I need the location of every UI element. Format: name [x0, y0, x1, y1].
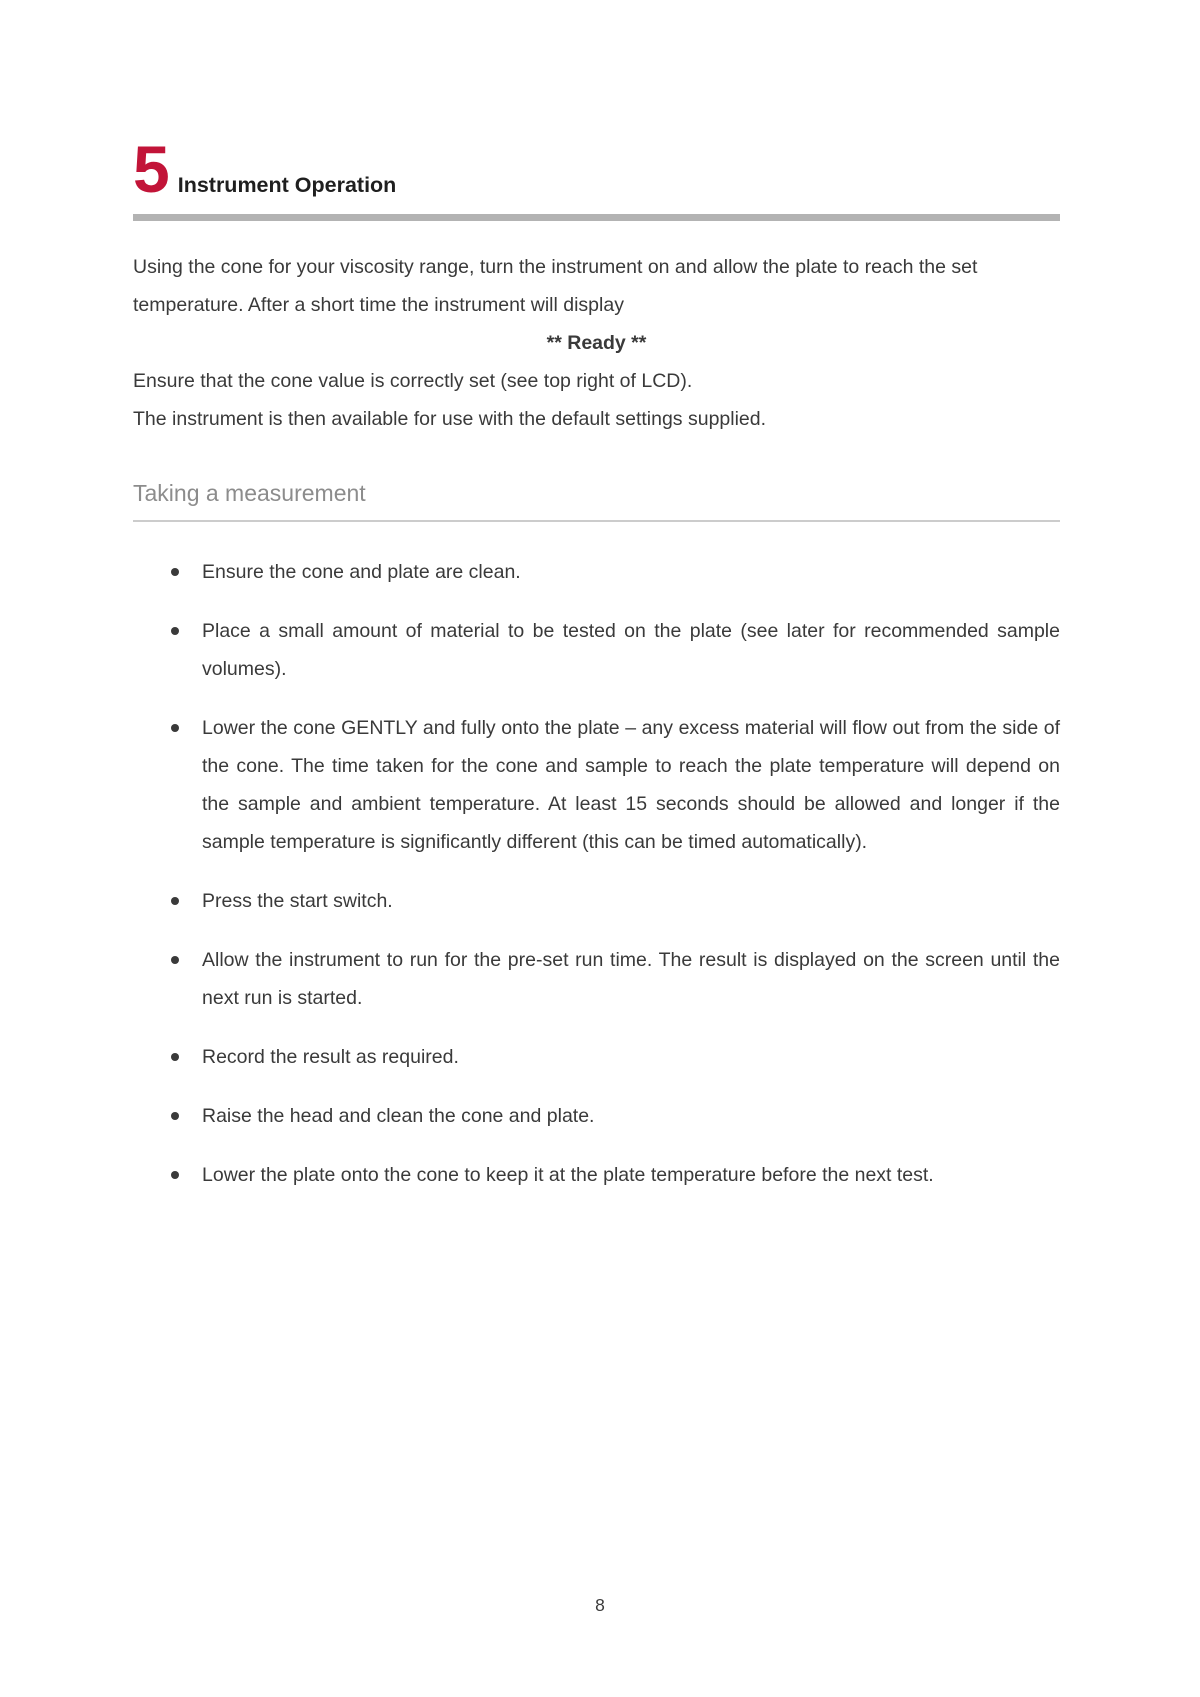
- measurement-steps-list: [133, 553, 1060, 1194]
- list-item: [133, 612, 1060, 688]
- list-item-text: Allow the instrument to run for the pre-set run time. The result is displayed on the screen until the next run is started.: [202, 948, 1060, 1009]
- subsection-title: Taking a measurement: [133, 480, 1060, 522]
- list-item: [133, 882, 1060, 920]
- page-content: [133, 132, 1060, 1215]
- bullet-icon: [171, 627, 179, 635]
- heading-divider-bar: [133, 214, 1060, 221]
- list-item-text: Ensure the cone and plate are clean.: [202, 560, 521, 583]
- list-item-text: Record the result as required.: [202, 1045, 459, 1068]
- list-item: [133, 1156, 1060, 1194]
- bullet-icon: [171, 724, 179, 732]
- list-item-text: Raise the head and clean the cone and plate.: [202, 1104, 595, 1127]
- default-settings-note: The instrument is then available for use with the default settings supplied.: [133, 407, 767, 430]
- list-item-text: Lower the plate onto the cone to keep it at the plate temperature before the next test.: [202, 1163, 934, 1186]
- list-item: [133, 1097, 1060, 1135]
- bullet-icon: [171, 1053, 179, 1061]
- list-item: [133, 941, 1060, 1017]
- list-item-text: Place a small amount of material to be tested on the plate (see later for recommended sample volumes).: [202, 619, 1060, 680]
- chapter-title: Instrument Operation: [177, 173, 397, 197]
- list-item-text: Press the start switch.: [202, 889, 393, 912]
- chapter-heading: [133, 132, 1060, 206]
- list-item: [133, 553, 1060, 591]
- chapter-number: 5: [133, 132, 169, 206]
- bullet-icon: [171, 1171, 179, 1179]
- bullet-icon: [171, 568, 179, 576]
- intro-block: [133, 248, 1060, 438]
- list-item: [133, 1038, 1060, 1076]
- list-item-text: Lower the cone GENTLY and fully onto the plate – any excess material will flow out from the side of the cone. The time taken for the cone and sample to reach the plate temperature will depend on the sample and ambient temperature. At least 15 seconds should be allowed and longer if the sample temperature is significantly different (this can be timed automatically).: [202, 716, 1060, 853]
- list-item: [133, 709, 1060, 861]
- cone-value-note: Ensure that the cone value is correctly set (see top right of LCD).: [133, 369, 693, 392]
- bullet-icon: [171, 1112, 179, 1120]
- ready-status-line: ** Ready **: [546, 331, 647, 354]
- bullet-icon: [171, 956, 179, 964]
- page-number: 8: [595, 1595, 605, 1615]
- intro-paragraph: Using the cone for your viscosity range, turn the instrument on and allow the plate to reach the set temperature. After a short time the instrument will display: [133, 255, 978, 316]
- bullet-icon: [171, 897, 179, 905]
